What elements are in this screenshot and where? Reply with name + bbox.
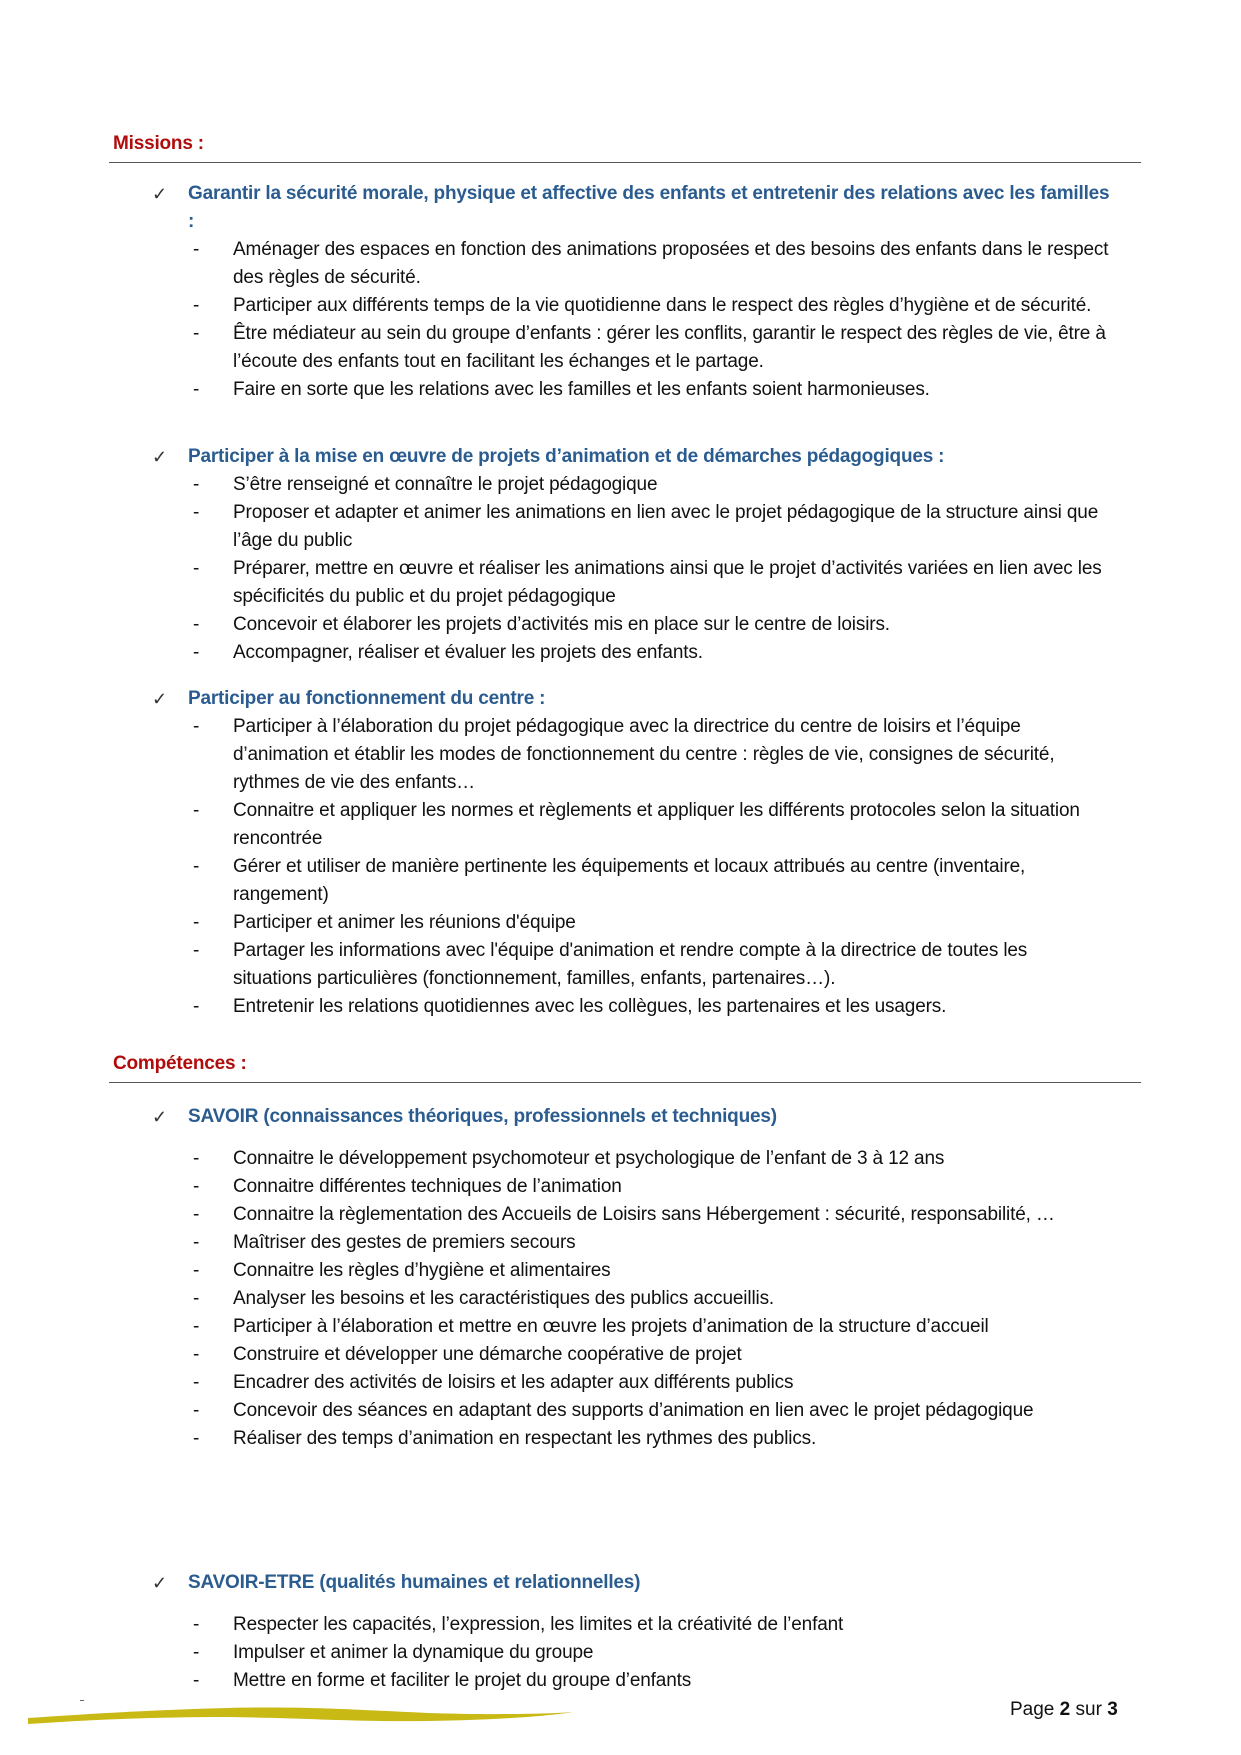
dash-bullet-icon: - [193, 1372, 200, 1393]
list-item: - Mettre en forme et faciliter le projet du groupe d’enfants [150, 1667, 1110, 1695]
list-item: - Construire et développer une démarche coopérative de projet [150, 1341, 1110, 1369]
competence-list [150, 1145, 1110, 1453]
checkmark-icon: ✓ [152, 184, 167, 204]
mission-group-projects [150, 443, 1110, 667]
missions-rule [109, 162, 1141, 163]
list-item: - Maîtriser des gestes de premiers secours [150, 1229, 1110, 1257]
dash-bullet-icon: - [193, 1642, 200, 1663]
dash-bullet-icon: - [193, 1204, 200, 1225]
dash-bullet-icon: - [193, 379, 200, 400]
list-item: - Impulser et animer la dynamique du groupe [150, 1639, 1110, 1667]
footer-mark [80, 1700, 84, 1701]
page-number: Page 2 sur 3 [1010, 1699, 1118, 1720]
dash-bullet-icon: - [193, 558, 200, 579]
list-item: - Proposer et adapter et animer les animations en lien avec le projet pédagogique de la structure ainsi que l’âge du public [150, 499, 1110, 555]
dash-bullet-icon: - [193, 1316, 200, 1337]
mission-list [150, 713, 1110, 1021]
group-title: ✓ Participer à la mise en œuvre de projets d’animation et de démarches pédagogiques : [150, 443, 1110, 471]
dash-bullet-icon: - [193, 1260, 200, 1281]
dash-bullet-icon: - [193, 474, 200, 495]
dash-bullet-icon: - [193, 1428, 200, 1449]
footer-swoosh-icon [28, 1706, 588, 1730]
list-item: - Faire en sorte que les relations avec les familles et les enfants soient harmonieuses. [150, 376, 1110, 404]
checkmark-icon: ✓ [152, 1573, 167, 1593]
group-title: ✓ Garantir la sécurité morale, physique et affective des enfants et entretenir des relations avec les familles : [150, 180, 1110, 236]
missions-heading: Missions : [113, 133, 204, 154]
list-item: - Concevoir des séances en adaptant des supports d’animation en lien avec le projet pédagogique [150, 1397, 1110, 1425]
list-item: - Connaitre différentes techniques de l’animation [150, 1173, 1110, 1201]
dash-bullet-icon: - [193, 1232, 200, 1253]
list-item: - Concevoir et élaborer les projets d’activités mis en place sur le centre de loisirs. [150, 611, 1110, 639]
list-item: - Connaitre le développement psychomoteur et psychologique de l’enfant de 3 à 12 ans [150, 1145, 1110, 1173]
dash-bullet-icon: - [193, 716, 200, 737]
list-item: - Participer à l’élaboration du projet pédagogique avec la directrice du centre de loisirs et l’équipe d’animation et établir les modes de fonctionnement du centre : règles de vie, consignes de sécurité, rythmes de vie des enfants… [150, 713, 1110, 797]
page-total: 3 [1107, 1699, 1118, 1720]
dash-bullet-icon: - [193, 1344, 200, 1365]
competence-group-savoir-etre [150, 1569, 1110, 1695]
dash-bullet-icon: - [193, 1288, 200, 1309]
list-item: - Être médiateur au sein du groupe d’enfants : gérer les conflits, garantir le respect des règles de vie, être à l’écoute des enfants tout en facilitant les échanges et le partage. [150, 320, 1110, 376]
dash-bullet-icon: - [193, 642, 200, 663]
competence-list [150, 1611, 1110, 1695]
dash-bullet-icon: - [193, 800, 200, 821]
list-item: - Participer et animer les réunions d'équipe [150, 909, 1110, 937]
group-title: ✓ SAVOIR-ETRE (qualités humaines et relationnelles) [150, 1569, 1110, 1597]
group-title: ✓ SAVOIR (connaissances théoriques, professionnels et techniques) [150, 1103, 1110, 1131]
page-current: 2 [1059, 1699, 1071, 1720]
checkmark-icon: ✓ [152, 447, 167, 467]
dash-bullet-icon: - [193, 1148, 200, 1169]
list-item: - Partager les informations avec l'équipe d'animation et rendre compte à la directrice de toutes les situations particulières (fonctionnement, familles, enfants, partenaires…). [150, 937, 1110, 993]
mission-group-security [150, 180, 1110, 404]
list-item: - Connaitre la règlementation des Accueils de Loisirs sans Hébergement : sécurité, responsabilité, … [150, 1201, 1110, 1229]
list-item: - Gérer et utiliser de manière pertinente les équipements et locaux attribués au centre (inventaire, rangement) [150, 853, 1110, 909]
dash-bullet-icon: - [193, 295, 200, 316]
dash-bullet-icon: - [193, 912, 200, 933]
list-item: - Accompagner, réaliser et évaluer les projets des enfants. [150, 639, 1110, 667]
list-item: - Respecter les capacités, l’expression, les limites et la créativité de l’enfant [150, 1611, 1110, 1639]
list-item: - Encadrer des activités de loisirs et les adapter aux différents publics [150, 1369, 1110, 1397]
list-item: - Entretenir les relations quotidiennes avec les collègues, les partenaires et les usagers. [150, 993, 1110, 1021]
dash-bullet-icon: - [193, 856, 200, 877]
list-item: - Réaliser des temps d’animation en respectant les rythmes des publics. [150, 1425, 1110, 1453]
dash-bullet-icon: - [193, 1614, 200, 1635]
list-item: - Connaitre les règles d’hygiène et alimentaires [150, 1257, 1110, 1285]
competences-rule [109, 1082, 1141, 1083]
list-item: - Connaitre et appliquer les normes et règlements et appliquer les différents protocoles selon la situation rencontrée [150, 797, 1110, 853]
list-item: - Participer à l’élaboration et mettre en œuvre les projets d’animation de la structure d’accueil [150, 1313, 1110, 1341]
group-title: ✓ Participer au fonctionnement du centre : [150, 685, 1110, 713]
dash-bullet-icon: - [193, 1670, 200, 1691]
mission-list [150, 236, 1110, 404]
mission-group-operations [150, 685, 1110, 1021]
list-item: - Aménager des espaces en fonction des animations proposées et des besoins des enfants dans le respect des règles de sécurité. [150, 236, 1110, 292]
dash-bullet-icon: - [193, 996, 200, 1017]
dash-bullet-icon: - [193, 1176, 200, 1197]
dash-bullet-icon: - [193, 323, 200, 344]
checkmark-icon: ✓ [152, 689, 167, 709]
dash-bullet-icon: - [193, 614, 200, 635]
list-item: - Analyser les besoins et les caractéristiques des publics accueillis. [150, 1285, 1110, 1313]
dash-bullet-icon: - [193, 940, 200, 961]
dash-bullet-icon: - [193, 239, 200, 260]
competence-group-savoir [150, 1103, 1110, 1453]
checkmark-icon: ✓ [152, 1107, 167, 1127]
list-item: - Participer aux différents temps de la vie quotidienne dans le respect des règles d’hygiène et de sécurité. [150, 292, 1110, 320]
mission-list [150, 471, 1110, 667]
list-item: - Préparer, mettre en œuvre et réaliser les animations ainsi que le projet d’activités variées en lien avec les spécificités du public et du projet pédagogique [150, 555, 1110, 611]
competences-heading: Compétences : [113, 1053, 247, 1074]
dash-bullet-icon: - [193, 1400, 200, 1421]
dash-bullet-icon: - [193, 502, 200, 523]
list-item: - S’être renseigné et connaître le projet pédagogique [150, 471, 1110, 499]
